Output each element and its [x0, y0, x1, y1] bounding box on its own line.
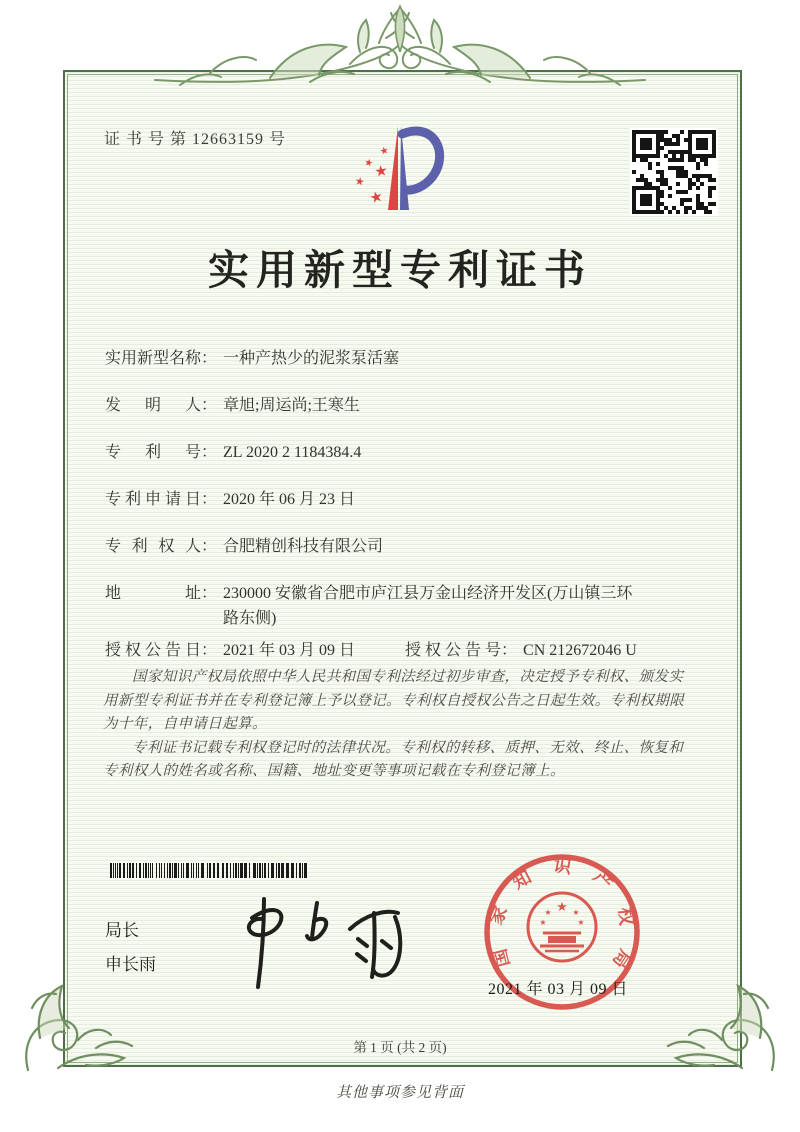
- field-row-patent-number: [105, 440, 680, 487]
- field-label: 授权公告日: [105, 642, 201, 659]
- field-row-filing-date: [105, 487, 680, 534]
- field-value: 合肥精创科技有限公司: [223, 538, 384, 555]
- legal-statement: [103, 666, 695, 784]
- field-colon: ：: [201, 538, 218, 555]
- field-label: 授权公告号: [405, 642, 501, 659]
- field-row-inventors: [105, 393, 680, 440]
- field-row-patentee: [105, 534, 680, 581]
- seal-ring-text: 国家知识产权局: [484, 854, 639, 990]
- svg-text:★: ★: [373, 161, 390, 181]
- national-emblem-icon: [528, 893, 596, 961]
- field-colon: ：: [201, 491, 218, 508]
- field-colon: ：: [501, 642, 518, 659]
- qr-code-icon: [630, 128, 718, 216]
- svg-text:★: ★: [577, 918, 585, 927]
- field-colon: ：: [201, 397, 218, 414]
- field-label: 专利申请日: [105, 491, 201, 508]
- svg-text:★: ★: [544, 908, 552, 917]
- field-grant-number: [405, 638, 637, 663]
- field-label: 专利号: [105, 444, 201, 461]
- certificate-number: 证 书 号 第 12663159 号: [104, 131, 287, 148]
- svg-text:★: ★: [367, 186, 385, 208]
- field-label: 专利权人: [105, 538, 201, 555]
- field-value: 230000 安徽省合肥市庐江县万金山经济开发区(万山镇三环路东侧): [223, 585, 633, 627]
- seal-date: 2021 年 03 月 09 日: [488, 981, 629, 998]
- legal-paragraph-2: 专利证书记载专利权登记时的法律状况。专利权的转移、质押、无效、终止、恢复和专利权人的姓名或名称、国籍、地址变更等事项记载在专利登记簿上。: [103, 739, 684, 779]
- certificate-title: 实用新型专利证书: [208, 247, 592, 293]
- field-label: 发明人: [105, 397, 201, 414]
- back-side-note: 其他事项参见背面: [335, 1085, 464, 1101]
- field-grant-date: [105, 638, 405, 663]
- field-value: CN 212672046 U: [523, 642, 637, 659]
- field-row-utility-model-name: [105, 346, 680, 393]
- field-label: 地址: [105, 585, 201, 602]
- svg-text:★: ★: [378, 145, 390, 158]
- field-colon: ：: [201, 350, 218, 367]
- svg-text:★: ★: [572, 908, 580, 917]
- svg-text:★: ★: [362, 157, 375, 170]
- page-number: 第 1 页 (共 2 页): [353, 1040, 447, 1055]
- barcode-icon: [110, 863, 310, 878]
- field-colon: ：: [201, 642, 218, 659]
- field-value: 2021 年 03 月 09 日: [223, 642, 356, 659]
- svg-text:★: ★: [556, 900, 568, 915]
- svg-text:★: ★: [353, 174, 366, 189]
- director-signature: [222, 891, 432, 996]
- field-value: 章旭;周运尚;王寒生: [223, 397, 360, 414]
- svg-text:国家知识产权局: [485, 854, 640, 990]
- field-value: ZL 2020 2 1184384.4: [223, 444, 362, 461]
- legal-paragraph-1: 国家知识产权局依照中华人民共和国专利法经过初步审查，决定授予专利权、颁发实用新型专利证书并在专利登记簿上予以登记。专利权自授权公告之日起生效。专利权期限为十年，自申请日起算。: [103, 669, 685, 732]
- field-colon: ：: [201, 585, 218, 602]
- field-value: 2020 年 06 月 23 日: [223, 491, 356, 508]
- field-colon: ：: [201, 444, 218, 461]
- field-value: 一种产热少的泥浆泵活塞: [223, 350, 400, 367]
- director-title: 局长: [105, 921, 139, 940]
- field-label: 实用新型名称: [105, 350, 202, 367]
- cnipa-patent-logo-icon: [332, 110, 482, 228]
- director-name: 申长雨: [105, 955, 156, 974]
- svg-text:★: ★: [539, 918, 547, 927]
- certificate-fields: [105, 346, 680, 685]
- field-row-address: [105, 581, 680, 638]
